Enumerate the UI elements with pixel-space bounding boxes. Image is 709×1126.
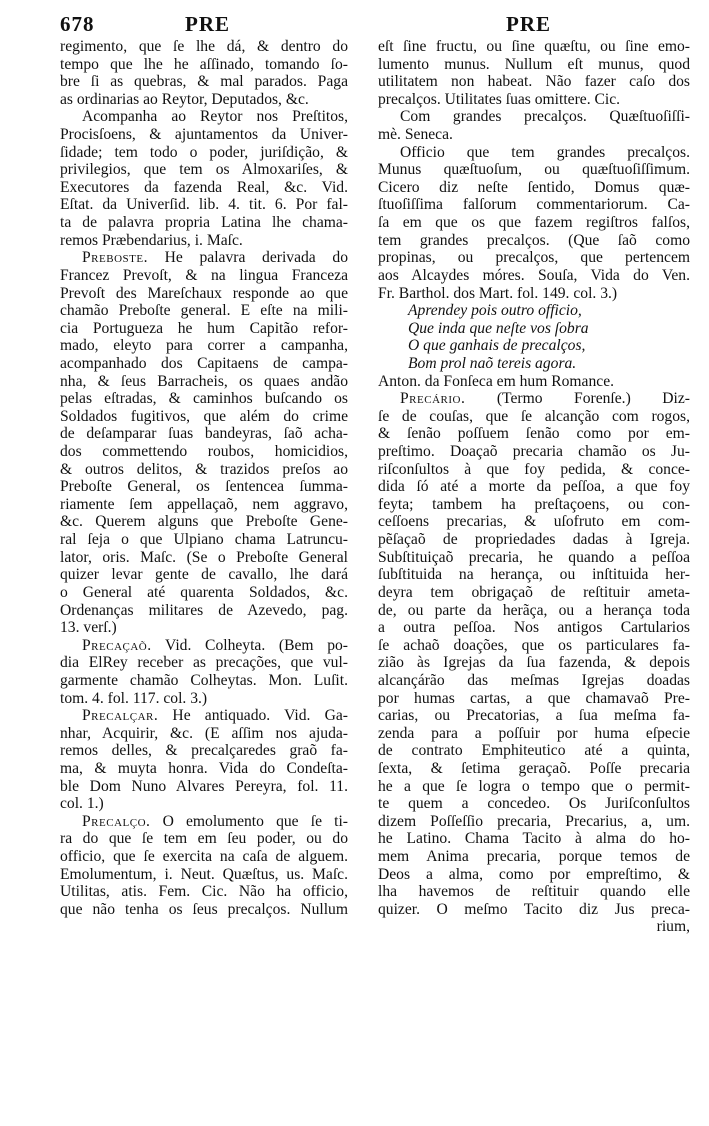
line-text: Francez Prevoſt, & na lingua Franceza <box>60 266 348 284</box>
line-text: eſt ſine fructu, ou ſine quæſtu, ou ſine emo- <box>378 38 690 55</box>
line-text: ceſſoens precarias, & uſofruto em com- <box>378 513 690 531</box>
text-line <box>60 179 348 197</box>
text-line <box>60 285 348 303</box>
text-line <box>378 531 690 549</box>
line-text: Prevoſt des Mareſchaux responde ao que <box>60 284 348 302</box>
line-text: alcançárão das meſmas Igrejas doadas <box>378 671 690 689</box>
text-line <box>60 267 348 285</box>
line-text: regimento, que ſe lhe dá, & dentro do <box>60 38 348 55</box>
line-text: Acompanha ao Reytor nos Preſtitos, <box>82 108 348 126</box>
line-text: nhar, Acquirir, &c. (E aſſim nos ajuda- <box>60 724 348 742</box>
text-line <box>378 267 690 285</box>
text-line <box>378 408 690 426</box>
line-text: tempo que lhe he aſſinado, tomando ſo- <box>60 55 348 73</box>
text-line <box>60 742 348 760</box>
entry-headword: Precaçaõ. <box>82 636 152 654</box>
text-line <box>60 778 348 796</box>
text-line <box>60 795 348 813</box>
text-line <box>60 883 348 901</box>
text-line <box>378 760 690 778</box>
text-line <box>378 883 690 901</box>
entry-headword-line <box>60 249 348 267</box>
line-text: tem grandes precalços. (Que ſaõ como <box>378 231 690 249</box>
line-text: quizer levar gente de cavallo, lhe dará <box>60 566 348 584</box>
text-line <box>60 73 348 91</box>
text-line <box>378 179 690 197</box>
text-line <box>378 285 690 303</box>
entry-headword: Precário. <box>400 390 466 408</box>
text-line <box>378 337 690 355</box>
text-line <box>378 443 690 461</box>
text-line <box>60 584 348 602</box>
text-line <box>60 901 348 919</box>
text-line <box>378 496 690 514</box>
line-text: o General até quarenta Soldados, &c. <box>60 583 348 601</box>
line-text: & ſenão poſſuem ſenão como por em- <box>378 425 690 443</box>
text-line <box>60 760 348 778</box>
text-line <box>60 602 348 620</box>
text-line <box>60 126 348 144</box>
line-text: ma, & muyta honra. Vida do Condeſta- <box>60 759 348 777</box>
text-line <box>60 672 348 690</box>
text-line <box>378 654 690 672</box>
line-text: ble Dom Nuno Alvares Pereyra, fol. 11. <box>60 777 348 795</box>
line-text: rium, <box>656 918 690 936</box>
text-line <box>378 513 690 531</box>
line-text: ſidade; tem todo o poder, juriſdição, & <box>60 143 348 161</box>
line-text: He antiquado. Vid. Ga- <box>158 707 348 725</box>
text-line <box>378 830 690 848</box>
line-text: Deos a alma, como por empreſtimo, & <box>378 865 690 883</box>
text-line <box>378 232 690 250</box>
line-text: Aprendey pois outro officio, <box>408 302 582 320</box>
line-text: te quem a concedeo. Os Juriſconſultos <box>378 795 690 813</box>
text-line <box>378 461 690 479</box>
text-line <box>378 637 690 655</box>
line-text: de, ou parte da herãça, ou a herança toda <box>378 601 690 619</box>
entry-headword-line <box>60 813 348 831</box>
text-line <box>378 302 690 320</box>
text-line <box>378 725 690 743</box>
line-text: bre ſi as quebras, & mal parados. Paga <box>60 73 348 91</box>
line-text: & outros delitos, & trazidos preſos ao <box>60 460 348 478</box>
line-text: propinas, ou precalços, que pertencem <box>378 249 690 267</box>
text-line <box>60 725 348 743</box>
line-text: feyta; tambem ha preſtaçoens, ou con- <box>378 495 690 513</box>
text-line <box>378 866 690 884</box>
text-line <box>60 408 348 426</box>
text-line <box>60 425 348 443</box>
line-text: dida ſó até a morte da peſſoa, a que foy <box>378 478 690 496</box>
text-line <box>60 690 348 708</box>
entry-headword: Precalço. <box>82 812 151 830</box>
line-text: por humas cartas, a que chamavaõ Pre- <box>378 689 690 707</box>
text-line <box>60 531 348 549</box>
text-line <box>60 478 348 496</box>
line-text: utilitatem non habeat. Não fazer caſo dos <box>378 73 690 91</box>
text-line <box>60 373 348 391</box>
line-text: O emolumento que ſe ti- <box>150 812 348 830</box>
text-line <box>378 126 690 144</box>
text-line <box>60 654 348 672</box>
line-text: garmente chamão Colheytas. Mon. Luſit. <box>60 671 348 689</box>
line-text: mem Anima precaria, porque temos de <box>378 848 690 866</box>
text-line <box>60 549 348 567</box>
line-text: Utilitas, atis. Fem. Cic. Não ha officio, <box>60 883 348 901</box>
line-text: ra do que ſe tem em ſeu poder, ou do <box>60 830 348 848</box>
line-text: acompanhado dos Capitaens de campa- <box>60 354 348 372</box>
text-line <box>60 513 348 531</box>
line-text: &c. Querem alguns que Preboſte Gene- <box>60 513 348 531</box>
line-text: Munus quæſtuoſum, ou quæſtuoſiſſimum. <box>378 161 690 179</box>
line-text: pẽſaçaõ de propriedades dadas à Igreja. <box>378 531 690 549</box>
text-line <box>378 566 690 584</box>
text-line <box>378 813 690 831</box>
line-text: aos Alcaydes móres. Souſa, Vida do Ven. <box>378 266 690 284</box>
text-line <box>378 778 690 796</box>
line-text: Vid. Colheyta. (Bem po- <box>151 636 348 654</box>
line-text: (Termo Forenſe.) Diz- <box>465 390 690 408</box>
text-line <box>60 108 348 126</box>
text-line <box>378 249 690 267</box>
running-head-right: PRE <box>506 12 551 36</box>
line-text: Procisſoens, & ajuntamentos da Univer- <box>60 126 348 144</box>
text-line <box>378 373 690 391</box>
text-line <box>60 91 348 109</box>
line-text: ta de palavra propria Latina lhe chama- <box>60 214 348 232</box>
line-text: nha, & ſeus Barracheis, os quaes andão <box>60 372 348 390</box>
line-text: lator, oris. Maſc. (Se o Preboſte General <box>60 548 348 566</box>
text-line <box>60 214 348 232</box>
line-text: cia Portugueza he hum Capitão refor- <box>60 319 348 337</box>
text-line <box>378 478 690 496</box>
line-text: privilegios, que tem os Almoxariſes, & <box>60 161 348 179</box>
line-text: Com grandes precalços. Quæſtuoſiſſi- <box>400 108 690 126</box>
entry-headword-line <box>378 390 690 408</box>
line-text: 13. verſ.) <box>60 619 117 637</box>
left-column <box>60 38 348 918</box>
text-line <box>378 91 690 109</box>
text-line <box>60 302 348 320</box>
line-text: Fr. Barthol. dos Mart. fol. 149. col. 3.) <box>378 284 618 302</box>
text-line <box>60 566 348 584</box>
text-line <box>378 707 690 725</box>
text-line <box>378 742 690 760</box>
line-text: Soldados fugitivos, que além do crime <box>60 407 348 425</box>
text-line <box>378 795 690 813</box>
text-line <box>378 672 690 690</box>
text-line <box>60 443 348 461</box>
entry-headword-line <box>60 707 348 725</box>
line-text: dizem Poſſeſſio precaria, Precarius, a, um. <box>378 812 690 830</box>
text-line <box>378 619 690 637</box>
text-line <box>378 214 690 232</box>
line-text: remos delles, & precalçaredes graõ fa- <box>60 742 348 760</box>
line-text: Subſtituiçaõ precaria, he quando a peſſoa <box>378 548 690 566</box>
line-text: riamente ſem appellaçaõ, nem aggravo, <box>60 495 348 513</box>
line-text: ſtuoſiſſima falſorum commentariorum. Ca- <box>378 196 690 214</box>
line-text: chamão Preboſte general. E eſte na mili- <box>60 302 348 320</box>
text-line <box>60 355 348 373</box>
line-text: ſe achaõ doações, que os particulares fa- <box>378 636 690 654</box>
line-text: O que ganhais de precalços, <box>408 337 586 355</box>
line-text: riſconſultos à que foy pedida, & conce- <box>378 460 690 478</box>
line-text: pelas eſtradas, & caminhos buſcando os <box>60 390 348 408</box>
text-line <box>378 425 690 443</box>
line-text: tom. 4. fol. 117. col. 3.) <box>60 689 208 707</box>
line-text: de deſamparar ſuas bandeyras, ſaõ acha- <box>60 425 348 443</box>
line-text: deyra tem obrigaçaõ de reſtituir ameta- <box>378 583 690 601</box>
line-text: he Latino. Chama Tacito à alma do ho- <box>378 830 690 848</box>
line-text: Preboſte General, os ſentencea ſumma- <box>60 478 348 496</box>
line-text: precalços. Utilitates ſuas omittere. Cic. <box>378 90 621 108</box>
line-text: he a que ſe logra o tempo que o permit- <box>378 777 690 795</box>
text-line <box>378 56 690 74</box>
text-line <box>378 73 690 91</box>
text-line <box>378 196 690 214</box>
text-line <box>60 830 348 848</box>
line-text: Anton. da Fonſeca em hum Romance. <box>378 372 615 390</box>
text-line <box>60 848 348 866</box>
line-text: lha havemos de reſtituir quando elle <box>378 883 690 901</box>
line-text: ſubſtituida na herança, ou inſtituida her- <box>378 566 690 584</box>
text-line <box>378 355 690 373</box>
line-text: ſe de couſas, que ſe alcanção com rogos, <box>378 407 690 425</box>
line-text: ral ſeja o que Ulpiano chama Latruncu- <box>60 531 348 549</box>
text-line <box>60 337 348 355</box>
line-text: ſa em que os que fazem regiſtros falſos, <box>378 214 690 232</box>
line-text: mado, eleyto para correr a campanha, <box>60 337 348 355</box>
text-line <box>60 390 348 408</box>
running-head-left: PRE <box>185 12 230 36</box>
text-line <box>60 56 348 74</box>
text-line <box>60 866 348 884</box>
line-text: lumento munus. Nullum eſt munus, quod <box>378 55 690 73</box>
text-line <box>378 108 690 126</box>
line-text: zenda para a poſſuir por huma eſpecie <box>378 724 690 742</box>
line-text: Ordenanças militares de Azevedo, pag. <box>60 601 348 619</box>
text-line <box>60 161 348 179</box>
line-text: Executores da fazenda Real, &c. Vid. <box>60 178 348 196</box>
text-line <box>378 584 690 602</box>
line-text: quizer. O meſmo Tacito diz Jus preca- <box>378 900 690 918</box>
text-line <box>378 848 690 866</box>
line-text: dia ElRey receber as precações, que vul- <box>60 654 348 672</box>
text-line <box>60 320 348 338</box>
text-line <box>378 320 690 338</box>
entry-headword: Preboste. <box>82 249 148 267</box>
text-line <box>60 496 348 514</box>
text-line <box>60 619 348 637</box>
line-text: Bom prol naõ tereis agora. <box>408 354 577 372</box>
text-line <box>60 232 348 250</box>
text-line <box>60 461 348 479</box>
text-line <box>378 690 690 708</box>
line-text: He palavra derivada do <box>147 249 348 267</box>
line-text: ſexta, & ſetima geraçaõ. Poſſe precaria <box>378 759 690 777</box>
text-line <box>378 602 690 620</box>
line-text: mè. Seneca. <box>378 126 453 144</box>
line-text: preſtimo. Doaçaõ precaria chamão os Ju- <box>378 443 690 461</box>
text-line <box>378 144 690 162</box>
text-line <box>378 901 690 919</box>
right-column <box>378 38 690 936</box>
text-line <box>60 38 348 56</box>
text-line <box>378 38 690 56</box>
line-text: Cicero diz neſte ſentido, Domus quæ- <box>378 178 690 196</box>
line-text: carias, ou Precatorias, a ſua meſma fa- <box>378 707 690 725</box>
text-line <box>378 918 690 936</box>
line-text: dos commettendo roubos, homicidios, <box>60 443 348 461</box>
line-text: zião às Igrejas da ſua fazenda, & depois <box>378 654 690 672</box>
page-number: 678 <box>60 12 95 36</box>
line-text: Emolumentum, i. Neut. Quæſtus, us. Maſc. <box>60 865 348 883</box>
line-text: officio, que ſe exercita na caſa de alguem. <box>60 848 348 866</box>
entry-headword-line <box>60 637 348 655</box>
line-text: de contrato Emphiteutico até a quinta, <box>378 742 690 760</box>
text-line <box>60 144 348 162</box>
line-text: col. 1.) <box>60 795 104 813</box>
entry-headword: Precalçar. <box>82 707 159 725</box>
text-line <box>60 196 348 214</box>
text-line <box>378 549 690 567</box>
line-text: as ordinarias ao Reytor, Deputados, &c. <box>60 90 309 108</box>
line-text: que não tenha os ſeus precalços. Nullum <box>60 900 348 918</box>
line-text: Eſtat. da Univerſid. lib. 4. tit. 6. Por fal- <box>60 196 348 214</box>
text-line <box>378 161 690 179</box>
line-text: Que inda que neſte vos ſobra <box>408 319 589 337</box>
line-text: a outra peſſoa. Nos antigos Cartularios <box>378 619 690 637</box>
line-text: remos Præbendarius, i. Maſc. <box>60 231 243 249</box>
line-text: Officio que tem grandes precalços. <box>400 143 690 161</box>
